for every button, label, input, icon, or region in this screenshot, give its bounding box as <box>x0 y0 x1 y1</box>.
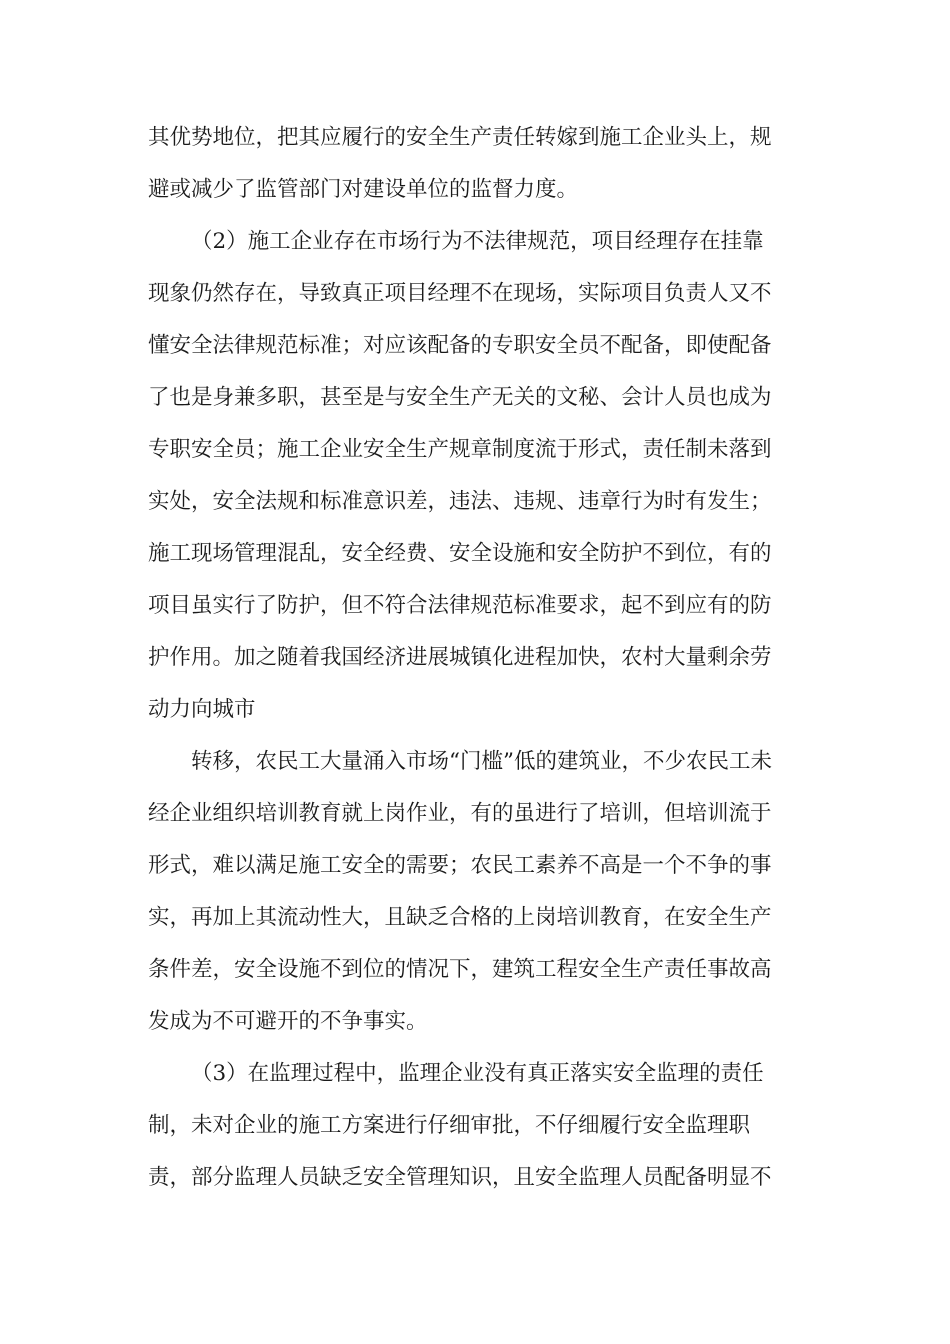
document-body <box>148 118 804 1210</box>
text-line: 其优势地位，把其应履行的安全生产责任转嫁到施工企业头上，规 <box>148 125 772 150</box>
text-line: 了也是身兼多职，甚至是与安全生产无关的文秘、会计人员也成为 <box>148 385 772 410</box>
text-line: 实处，安全法规和标准意识差，违法、违规、违章行为时有发生； <box>148 489 772 514</box>
text-line: 形式，难以满足施工安全的需要；农民工素养不高是一个不争的事 <box>148 853 772 878</box>
text-line: 懂安全法律规范标准；对应该配备的专职安全员不配备，即使配备 <box>148 333 772 358</box>
text-line: 现象仍然存在，导致真正项目经理不在现场，实际项目负责人又不 <box>148 281 772 306</box>
text-line: 经企业组织培训教育就上岗作业，有的虽进行了培训，但培训流于 <box>148 801 772 826</box>
text-line: 责，部分监理人员缺乏安全管理知识，且安全监理人员配备明显不 <box>148 1165 772 1190</box>
text-line: 避或减少了监管部门对建设单位的监督力度。 <box>148 177 579 202</box>
text-line: 制，未对企业的施工方案进行仔细审批，不仔细履行安全监理职 <box>148 1113 751 1138</box>
text-line: 条件差，安全设施不到位的情况下，建筑工程安全生产责任事故高 <box>148 957 772 982</box>
paragraph-3-start: （3）在监理过程中，监理企业没有真正落实安全监理的责任 <box>191 1061 764 1086</box>
paragraph-continuation-start: 转移，农民工大量涌入市场“门槛”低的建筑业，不少农民工未 <box>191 749 772 774</box>
text-line: 专职安全员；施工企业安全生产规章制度流于形式，责任制未落到 <box>148 437 772 462</box>
text-line: 实，再加上其流动性大，且缺乏合格的上岗培训教育，在安全生产 <box>148 905 772 930</box>
text-line: 项目虽实行了防护，但不符合法律规范标准要求，起不到应有的防 <box>148 593 772 618</box>
text-line: 护作用。加之随着我国经济进展城镇化进程加快，农村大量剩余劳 <box>148 645 772 670</box>
text-line: 发成为不可避开的不争事实。 <box>148 1009 428 1034</box>
text-line: 动力向城市 <box>148 697 256 722</box>
paragraph-2-start: （2）施工企业存在市场行为不法律规范，项目经理存在挂靠 <box>191 229 764 254</box>
text-line: 施工现场管理混乱，安全经费、安全设施和安全防护不到位，有的 <box>148 541 772 566</box>
